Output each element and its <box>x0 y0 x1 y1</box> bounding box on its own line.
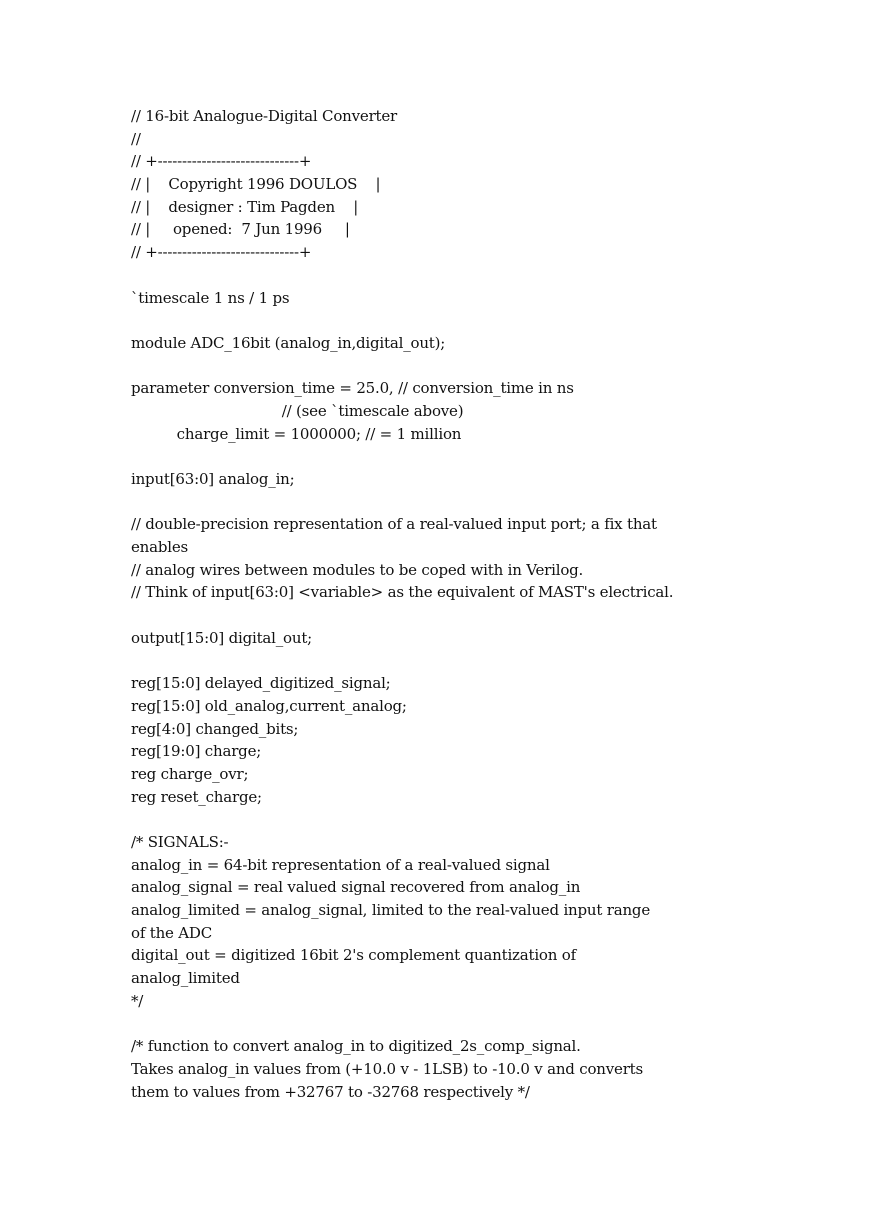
code-document <box>131 105 751 1103</box>
code-line: parameter conversion_time = 25.0, // conversion_time in ns <box>131 379 574 398</box>
code-line: enables <box>131 538 189 557</box>
code-line: them to values from +32767 to -32768 respectively */ <box>131 1082 530 1101</box>
code-line <box>131 264 751 287</box>
code-line: */ <box>131 991 144 1010</box>
code-line: // | Copyright 1996 DOULOS | <box>131 175 381 194</box>
code-line: of the ADC <box>131 923 213 942</box>
code-line: reg[4:0] changed_bits; <box>131 719 299 738</box>
code-line: output[15:0] digital_out; <box>131 628 313 647</box>
code-line: /* function to convert analog_in to digitized_2s_comp_signal. <box>131 1037 581 1056</box>
code-line: analog_limited <box>131 969 240 988</box>
code-line: // 16-bit Analogue-Digital Converter <box>131 107 398 125</box>
code-line: module ADC_16bit (analog_in,digital_out); <box>131 333 446 352</box>
code-line: // Think of input[63:0] <variable> as the equivalent of MAST's electrical. <box>131 583 674 602</box>
code-line: // +-----------------------------+ <box>131 152 312 171</box>
code-line: // double-precision representation of a real-valued input port; a fix that <box>131 515 657 534</box>
code-line: charge_limit = 1000000; // = 1 million <box>131 424 462 443</box>
code-line <box>131 650 751 673</box>
code-line: reg[15:0] old_analog,current_analog; <box>131 696 407 715</box>
code-line <box>131 445 751 468</box>
code-line: /* SIGNALS:- <box>131 833 229 851</box>
code-line: input[63:0] analog_in; <box>131 470 295 488</box>
code-line: // (see `timescale above) <box>131 401 464 420</box>
code-line: // | opened: 7 Jun 1996 | <box>131 220 350 239</box>
code-line: Takes analog_in values from (+10.0 v - 1LSB) to -10.0 v and converts <box>131 1059 643 1078</box>
code-line <box>131 355 751 378</box>
code-line: reg[19:0] charge; <box>131 742 262 761</box>
code-line: // analog wires between modules to be coped with in Verilog. <box>131 560 584 579</box>
code-line <box>131 808 751 831</box>
code-line: // <box>131 129 141 148</box>
code-line: `timescale 1 ns / 1 ps <box>131 288 290 307</box>
code-line: analog_signal = real valued signal recovered from analog_in <box>131 878 581 897</box>
code-line: digital_out = digitized 16bit 2's complement quantization of <box>131 946 576 965</box>
code-line: // +-----------------------------+ <box>131 243 312 262</box>
code-line <box>131 309 751 332</box>
code-line: analog_limited = analog_signal, limited to the real-valued input range <box>131 901 651 920</box>
code-line <box>131 1013 751 1036</box>
code-line <box>131 604 751 627</box>
code-line: reg reset_charge; <box>131 787 262 806</box>
code-line <box>131 491 751 514</box>
code-line: // | designer : Tim Pagden | <box>131 197 359 216</box>
code-line: analog_in = 64-bit representation of a real-valued signal <box>131 855 550 874</box>
code-line: reg[15:0] delayed_digitized_signal; <box>131 674 391 693</box>
code-line: reg charge_ovr; <box>131 764 249 783</box>
